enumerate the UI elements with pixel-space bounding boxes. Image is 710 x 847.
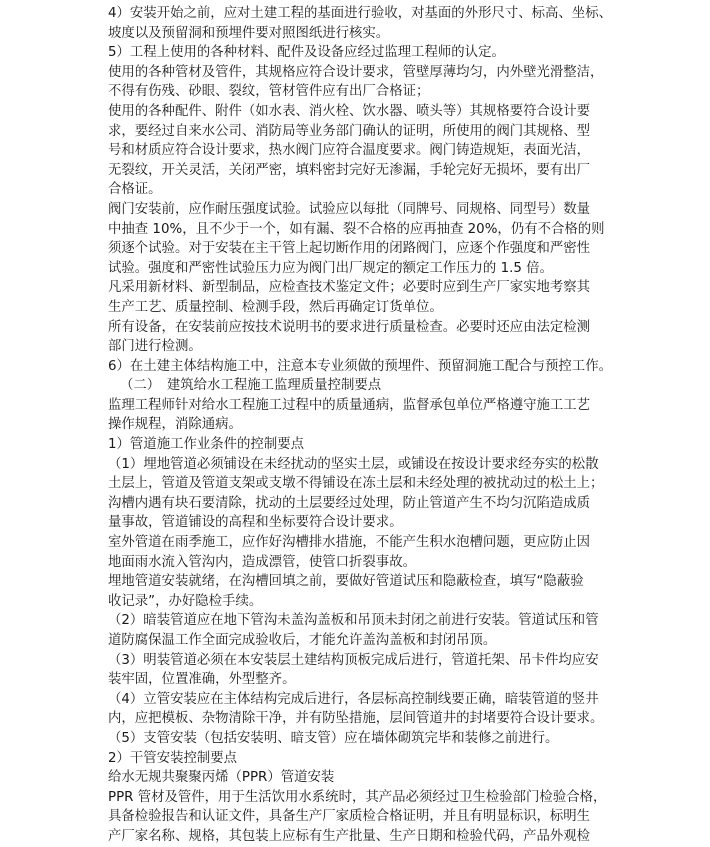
text-line: 阀门安装前，应作耐压强度试验。试验应以每批（同牌号、同规格、同型号）数量 [108,201,591,217]
text-line: 4）安装开始之前，应对土建工程的基面进行验收，对基面的外形尺寸、标高、坐标、 [108,6,612,21]
text-line: 产厂家名称、规格，其包装上应标有生产批量、生产日期和检验代码，产品外观检 [108,828,591,844]
text-line: 部门进行检测。 [108,339,202,355]
text-line: 坡度以及预留洞和预埋件要对照图纸进行核实。 [108,25,390,41]
text-line: 装牢固，位置准确，外型整齐。 [108,672,296,688]
text-line: 6）在土建主体结构施工中，注意本专业须做的预埋件、预留洞施工配合与预控工作。 [108,358,612,374]
text-line: 土层上，管道及管道支架或支墩不得铺设在冻土层和未经处理的被扰动过的松土上； [108,476,604,492]
text-line: 地面雨水流入管沟内，造成漂管，使管口折裂事故。 [108,554,416,570]
document-body [108,4,630,847]
text-line: 求，要经过自来水公司、消防局等业务部门确认的证明，所使用的阀门其规格、型 [108,123,591,139]
text-line: 号和材质应符合设计要求，热水阀门应符合温度要求。阀门铸造规矩，表面光洁， [108,143,591,159]
text-line: 收记录”，办好隐检手续。 [108,593,263,609]
text-line: （2）暗装管道应在地下管沟未盖沟盖板和吊顶未封闭之前进行安装。管道试压和管 [108,613,599,629]
text-line: （4）立管安装应在主体结构完成后进行，各层标高控制线要正确，暗装管道的竖井 [108,691,599,707]
text-line: 操作规程，消除通病。 [108,417,242,433]
text-line: 须逐个试验。对于安装在主干管上起切断作用的闭路阀门，应逐个作强度和严密性 [108,241,591,257]
text-line: （5）支管安装（包括安装明、暗支管）应在墙体砌筑完毕和装修之前进行。 [108,730,559,746]
section-heading: （二） 建筑给水工程施工监理质量控制要点 [120,378,382,394]
text-line: 监理工程师针对给水工程施工过程中的质量通病，监督承包单位严格遵守施工工艺 [108,397,591,413]
text-line: 无裂纹，开关灵活，关闭严密，填料密封完好无渗漏，手轮完好无损坏，要有出厂 [108,162,591,178]
text-line: 量事故，管道铺设的高程和坐标要符合设计要求。 [108,515,403,531]
text-line: 凡采用新材料、新型制品，应检查技术鉴定文件；必要时应到生产厂家实地考察其 [108,280,591,296]
subsection-heading: 2）干管安装控制要点 [108,750,238,766]
text-line: 给水无规共聚聚丙烯（PPR）管道安装 [108,770,335,786]
text-line: 5）工程上使用的各种材料、配件及设备应经过监理工程师的认定。 [108,45,505,61]
text-line: 具备检验报告和认证文件，具备生产厂家质检合格证明，并且有明显标识，标明生 [108,809,591,825]
text-line: 不得有伤残、砂眼、裂纹，管材管件应有出厂合格证； [108,84,430,100]
text-line: PPR 管材及管件，用于生活饮用水系统时，其产品必须经过卫生检验部门检验合格， [108,789,607,805]
text-line: 室外管道在雨季施工，应作好沟槽排水措施，不能产生积水泡槽问题，更应防止因 [108,535,591,551]
text-line: 使用的各种管材及管件，其规格应符合设计要求，管壁厚薄均匀，内外壁光滑整洁， [108,64,604,80]
text-line: 道防腐保温工作全面完成验收后，才能允许盖沟盖板和封闭吊顶。 [108,633,497,648]
text-line: 沟槽内遇有块石要清除，扰动的土层要经过处理，防止管道产生不均匀沉陷造成质 [108,495,591,511]
text-line: （3）明装管道必须在本安装层土建结构顶板完成后进行，管道托架、吊卡件均应安 [108,652,599,668]
text-line: 使用的各种配件、附件（如水表、消火栓、饮水器、喷头等）其规格要符合设计要 [108,103,591,119]
subsection-heading: 1）管道施工作业条件的控制要点 [108,437,304,453]
text-line: （1）埋地管道必须铺设在未经扰动的坚实土层，或铺设在按设计要求经夯实的松散 [108,456,599,472]
text-line: 生产工艺、质量控制、检测手段，然后再确定订货单位。 [108,299,443,315]
text-line: 中抽查 10%，且不少于一个，如有漏、裂不合格的应再抽查 20%，仍有不合格的则 [108,221,605,237]
text-line: 内，应把模板、杂物清除干净，并有防坠措施，层间管道井的封堵要符合设计要求。 [108,711,604,727]
text-line: 埋地管道安装就绪，在沟槽回填之前，要做好管道试压和隐蔽检查，填写“隐蔽验 [108,574,584,590]
text-line: 所有设备，在安装前应按技术说明书的要求进行质量检查。必要时还应由法定检测 [108,319,591,335]
text-line: 试验。强度和严密性试验压力应为阀门出厂规定的额定工作压力的 1.5 倍。 [108,260,553,276]
text-line: 合格证。 [108,182,162,198]
